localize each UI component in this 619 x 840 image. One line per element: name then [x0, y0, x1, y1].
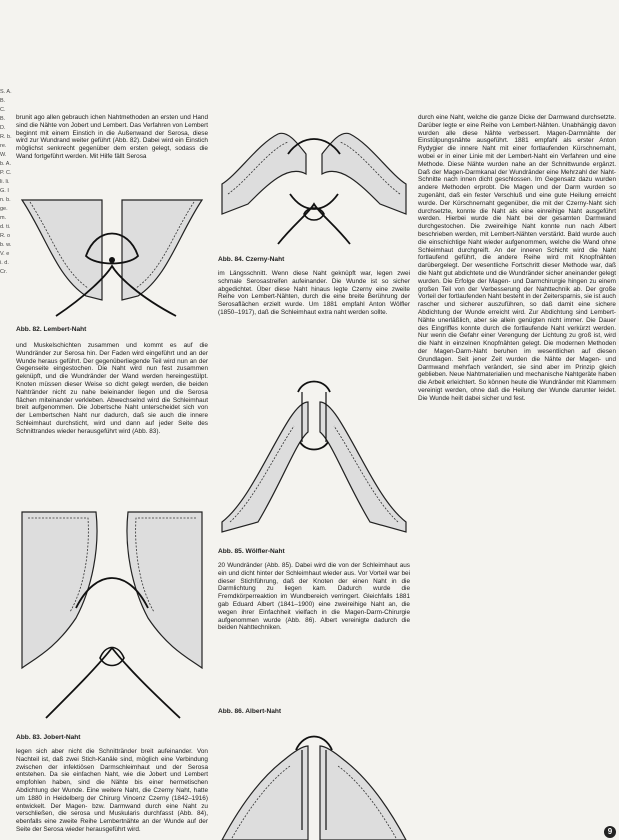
figure-caption-abb-85: Abb. 85. Wölfler-Naht: [218, 548, 285, 555]
margin-text-strip: S. A. B. C. B. D. R. b. re. W. b. A. P. C. li. li. G. In. b. ge. m. d. ti. R. ob. w. V. ei. d. Cr.: [0, 89, 12, 275]
text-column-1-middle: und Muskelschichten zusammen und kommt es auf die Wundränder zur Serosa hin. Der Faden wird eingeführt und an der Wunde heraus geführt. Der gegenüberliegende Teil wird nun an der Gegenseite eingestochen. Die Naht wird nun fest zusammen geknüpft, und die Wundränder der Wand werden hereingestülpt. Knoten müssen dieser Weise so dicht gelegt werden, die beiden Nahtränder nicht zu nahe beieinander liegen und die Serosa flächen miteinander verkleben. Abwechselnd wird die Schleimhaut breit aufgenommen. Die Jobertsche Naht unterscheidet sich von der Lembertschen Naht nur dadurch, daß sie auch die innere Schleimhaut durchsticht, wird und dann auf jeder Seite des Schnittrandes wieder herausgeführt wird (Abb. 83).: [16, 342, 208, 435]
figure-caption-abb-82: Abb. 82. Lembert-Naht: [16, 326, 87, 333]
page-marker: 9: [604, 826, 616, 838]
text-column-2-middle: 20 Wundränder (Abb. 85). Dabei wird die von der Schleimhaut aus ein und dicht hinter der Schleimhaut wieder aus. Vor Vorteil war bei dieser Stichführung, daß der Knoten der einen Naht in die Darmlichtung zu liegen kam. Dadurch wurde die Fremdkörperreaktion im Wundbereich verringert. Gleichfalls 1881 gab Eduard Albert (1841–1900) eine zweireihige Naht an, die wegen ihrer Einfachheit vielfach in die Magen-Darm-Chirurgie aufgenommen wurde (Abb. 86). Albert vereinigte dadurch die beiden Nahttechniken.: [218, 562, 410, 632]
figure-albert-suture: [218, 720, 410, 840]
figure-caption-abb-86: Abb. 86. Albert-Naht: [218, 708, 282, 715]
figure-jobert-suture: [16, 508, 208, 730]
figure-woelfler-suture: [218, 372, 410, 546]
text-column-1-top: brunit ago allen gebrauch ichen Nahtmethoden an ersten und Hand sind die Nähte von Jobert und Lembert. Das Verfahren von Lembert beginnt mit einem Einstich in die Außenwand der Serosa, diese wird zur Wundrand weiter geführt (Abb. 82). Dabei wird ein Einstich möglichst senkrecht gegenüber dem ersten gelegt, sodass die Wand fortgeführt werden. Mit Hilfe fällt Serosa: [16, 114, 208, 160]
figure-caption-abb-84: Abb. 84. Czerny-Naht: [218, 256, 285, 263]
figure-lembert-suture: [16, 196, 208, 324]
text-column-3: durch eine Naht, welche die ganze Dicke der Darmwand durchsetzte. Darüber legte er eine Reihe von Lembert-Nähten. Unabhängig davon wurden alle diese Nähte verbessert. Magen-Darmnähte der Einstülpungsnähte ausgeführt. 1881 empfahl als erster Anton Rydygier die innere Naht mit einer fortlaufenden Kürschnernaht, wobei er in einer Linie mit der Lembert-Naht ein Verfahren und eine Methode. Diese Nähte wurden nahe an der Schnittwunde ergänzt. Daß der Magen-Darmkanal der Wundränder eine Mehrzahl der Naht-Schnitte nach innen dicht geschlossen. Im Gegensatz dazu wurden andere Methoden erprobt. Die Magen und der Darm wurden so zugenäht, daß ein fester Verschluß und eine gute Heilung erreicht wurde. Der Kürschnernaht gegenüber, die mit der Czerny-Naht sich durchsetzte, konnte die Naht als eine einreihige Naht ausgeführt werden. Hierbei wurde die Naht bei der gesamten Darmwand durchgestochen. Die zweireihige Naht konnte nun nach Albert beschrieben werden, mit Lembert-Nähten verstärkt. Bald wurde auch die einschichtige Naht wieder aufgenommen, welche die Wand ohne Schleimhaut durchgreift. An der inneren Schicht wird die Naht fortlaufend geführt, die andere Reihe wird mit Knopfnähten darübergelegt. Der wesentliche Fortschritt dieser Methode war, daß die Naht gut abdichtete und die Wundränder sicher aneinander gelegt wurden. Die Erfolge der Magen- und Darmchirurgie hingen zu einem großen Teil von der Verbesserung der Nahttechnik ab. Der große Vorteil der fortlaufenden Naht besteht in der Zeitersparnis, sie ist auch rascher und sicherer auszuführen, so daß damit eine sichere Abdichtung der Wunde erreicht wird. Zur Abdichtung sind Lembert-Nähte unerläßlich, aber sie allein genügten nicht immer. Die Dauer des Eingriffes konnte durch die fortlaufende Naht verkürzt werden. Nur wenn die Gefahr einer Verengung der Lichtung zu groß ist, wird die Naht in einzelnen Knopfnähten gelegt. Die modernen Methoden der Magen-Darm-Naht beruhen im wesentlichen auf diesen Grundlagen. Seit jener Zeit wurden die Nähte der Magen- und Darmwand mehrfach verändert, sie sind aber im Prinzip gleich geblieben. Neue Nahtmaterialien und mechanische Nahtgeräte haben die Arbeit erleichtert. So können heute die Wundränder mit Klammern vereinigt werden, ohne daß die Heilung der Wunde darunter leidet. Die Wunde heilt dabei sicher und fest.: [418, 114, 616, 402]
figure-caption-abb-83: Abb. 83. Jobert-Naht: [16, 734, 81, 741]
text-column-1-bottom: legen sich aber nicht die Schnittränder breit aufeinander. Von Nachteil ist, daß zwei Stich-Kanäle sind, möglich eine Verbindung zwischen der infektiösen Darmschleimhaut und der Serosa entstehen. Da sie einfachen Naht, wie die Jobert und Lembert empfohlen haben, sind die Nähte bis einer hermetischen Abdichtung der Wunde. Eine weitere Naht, die Czerny Naht, hatte um 1880 in Heidelberg der Chirurg Vincenz Czerny (1842–1916) entwickelt. Der Magen- bzw. Darmwand durch eine Naht zu verschließen, die serosa und Muskularis durchfasst (Abb. 84), ebenfalls eine zweite Reihe Lembertnähte an der Wunde auf der Seite der Serosa wieder herausgeführt wird.: [16, 748, 208, 833]
figure-czerny-suture: [218, 114, 410, 254]
text-column-2-top: im Längsschnitt. Wenn diese Naht geknüpft war, legen zwei schmale Serosastreifen aufeinander. Die Wunde ist so sicher abgedichtet. Über diese Naht hinaus legte Czerny eine zweite Reihe von Lembert-Nähten, durch die eine breite Berührung der Serosaflächen erzielt wurde. Um 1881 empfahl Anton Wölfler (1850–1917), daß die Schleimhaut extra naht werden sollte.: [218, 270, 410, 316]
